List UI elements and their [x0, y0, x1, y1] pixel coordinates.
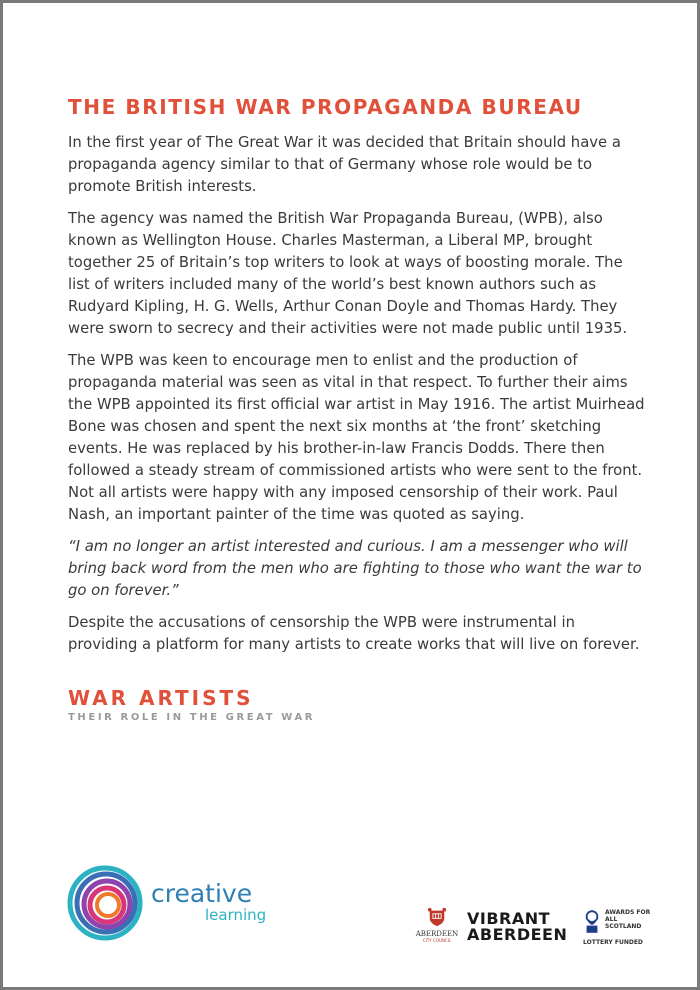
vibrant-line2: ABERDEEN	[467, 925, 568, 944]
document-title: THE BRITISH WAR PROPAGANDA BUREAU	[68, 95, 583, 119]
aberdeen-sub: CITY COUNCIL	[422, 938, 452, 943]
awards-text: AWARDS FOR ALL SCOTLAND	[605, 909, 651, 930]
learning-word: learning	[205, 906, 267, 924]
paragraph-quote: “I am no longer an artist interested and curious. I am a messenger who will bring back word from the men who are fighting to those who want the war to go on forever.”	[68, 538, 642, 599]
lottery-logo	[583, 909, 651, 946]
series-title: WAR ARTISTS	[68, 686, 254, 710]
series-subtitle: THEIR ROLE IN THE GREAT WAR	[68, 712, 316, 723]
lottery-funded-text: LOTTERY FUNDED	[583, 939, 643, 946]
document-body	[68, 95, 648, 723]
creative-learning-wordmark	[151, 881, 266, 923]
creative-word: creative	[151, 879, 253, 908]
paragraph-conclusion: Despite the accusations of censorship the WPB were instrumental in providing a platform for many artists to create works that will live on forever.	[68, 614, 640, 653]
paragraph-intro: In the first year of The Great War it was decided that Britain should have a propaganda agency similar to that of Germany whose role would be to promote British interests.	[68, 134, 621, 195]
creative-learning-logo-icon	[65, 863, 145, 943]
paragraph-war-artists: The WPB was keen to encourage men to enlist and the production of propaganda material was seen as vital in that respect. To further their aims the WPB appointed its first official war artist in May 1916. The artist Muirhead Bone was chosen and spent the next six months at ‘the front’ sketching events. He was replaced by his brother-in-law Francis Dodds. There then followed a steady stream of commissioned artists who were sent to the front. Not all artists were happy with any imposed censorship of their work. Paul Nash, an important painter of the time was quoted as saying.	[68, 352, 645, 523]
coat-of-arms-icon	[426, 907, 448, 927]
paragraph-agency: The agency was named the British War Propaganda Bureau, (WPB), also known as Wellington House. Charles Masterman, a Liberal MP, brought together 25 of Britain’s top writers to look at ways of boosting morale. The list of writers included many of the world’s best known authors such as Rudyard Kipling, H. G. Wells, Arthur Conan Doyle and Thomas Hardy. They were sworn to secrecy and their activities were not made public until 1935.	[68, 210, 628, 337]
aberdeen-name: ABERDEEN	[415, 930, 459, 938]
vibrant-aberdeen-logo	[467, 911, 567, 943]
footer-logos	[65, 863, 651, 946]
vibrant-line1: VIBRANT	[467, 909, 551, 928]
aberdeen-city-logo	[415, 907, 459, 943]
lottery-crossed-fingers-icon	[583, 909, 601, 935]
